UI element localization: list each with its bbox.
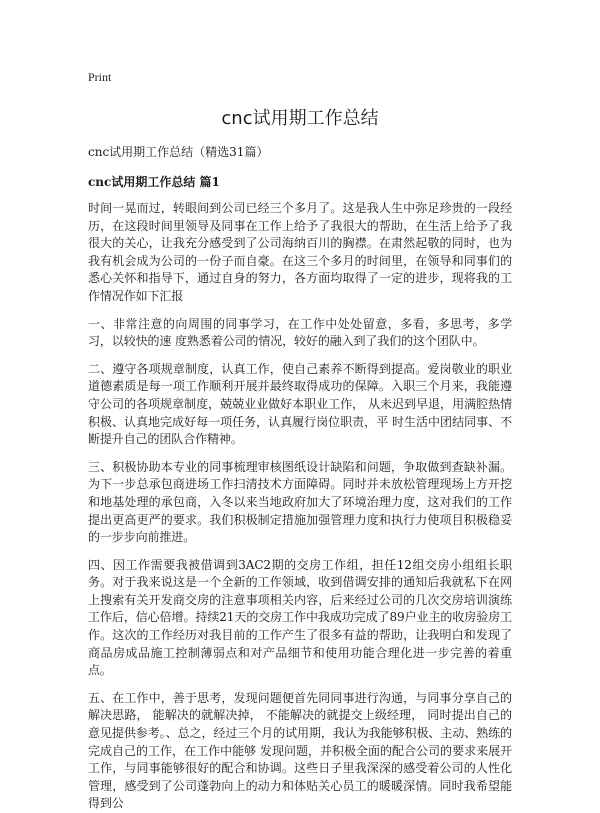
document-title: cnc试用期工作总结 [221, 108, 379, 129]
paragraph-5: 五、在工作中，善于思考，发现问题便首先同同事进行沟通，与同事分享自己的解决思路， 能解决的就解决掉， 不能解决的就提交上级经理， 同时提出自己的意见提供参考。、总之，经过三个月的试用期，我认为我能够积极、主动、熟练的完成自己的工作，在工作中能够 发现问题，并积极全面的配合公司的要求来展开工作，与同事能够很好的配合和协调。这些日子里我深深的感受着公司的人性化管理，感受到了公司蓬勃向上的动力和体贴关心员工的暖暖深情。同时我希望能得到公 [88, 690, 512, 811]
document-subtitle: cnc试用期工作总结（精选31篇） [88, 145, 269, 159]
paragraph-2: 二、遵守各项规章制度，认真工作，使自己素养不断得到提高。爱岗敬业的职业道德素质是每一项工作顺利开展并最终取得成功的保障。入职三个月来，我能遵守公司的各项规章制度，兢兢业业做好本职业工作， 从未迟到早退，用满腔热情积极、认真地完成好每一项任务，认真履行岗位职责，平 时生活中团结同事、不断提升自己的团队合作精神。 [88, 361, 512, 447]
paragraph-1: 一、非常注意的向周围的同事学习，在工作中处处留意，多看，多思考，多学习，以较快的速 度熟悉着公司的情况，较好的融入到了我们的这个团队中。 [88, 316, 512, 349]
print-label: Print [88, 70, 112, 84]
section-heading: cnc试用期工作总结 篇1 [88, 175, 220, 189]
paragraph-4: 四、因工作需要我被借调到3AC2期的交房工作组，担任12组交房小组组长职务。对于我来说这是一个全新的工作领域，收到借调安排的通知后我就私下在网上搜索有关开发商交房的注意事项相关内容，后来经过公司的几次交房培训演练工作后，信心倍增。持续21天的交房工作中我成功完成了89户业主的收房验房工作。这次的工作经历对我目前的工作产生了很多有益的帮助，让我明白和发现了商品房成品施工控制薄弱点和对产品细节和使用功能合理化进一步完善的着重点。 [88, 557, 512, 678]
paragraph-intro: 时间一晃而过，转眼间到公司已经三个多月了。这是我人生中弥足珍贵的一段经历，在这段时间里领导及同事在工作上给予了我很大的帮助，在生活上给予了我很大的关心，让我充分感受到了公司海纳百川的胸襟。在肃然起敬的同时，也为我有机会成为公司的一份子而自豪。在这三个多月的时间里，在领导和同事们的悉心关怀和指导下，通过自身的努力，各方面均取得了一定的进步，现将我的工作情况作如下汇报 [88, 201, 512, 303]
paragraph-3: 三、积极协助本专业的同事梳理审核图纸设计缺陷和问题，争取做到查缺补漏。为下一步总承包商进场工作扫清技术方面障碍。同时并未放松管理现场上方开挖和地基处理的承包商，入冬以来当地政府加大了环境治理力度，这对我们的工作提出更高更严的要求。我们积极制定措施加强管理力度和执行力使项目积极稳妥的一步步向前推进。 [88, 459, 512, 545]
